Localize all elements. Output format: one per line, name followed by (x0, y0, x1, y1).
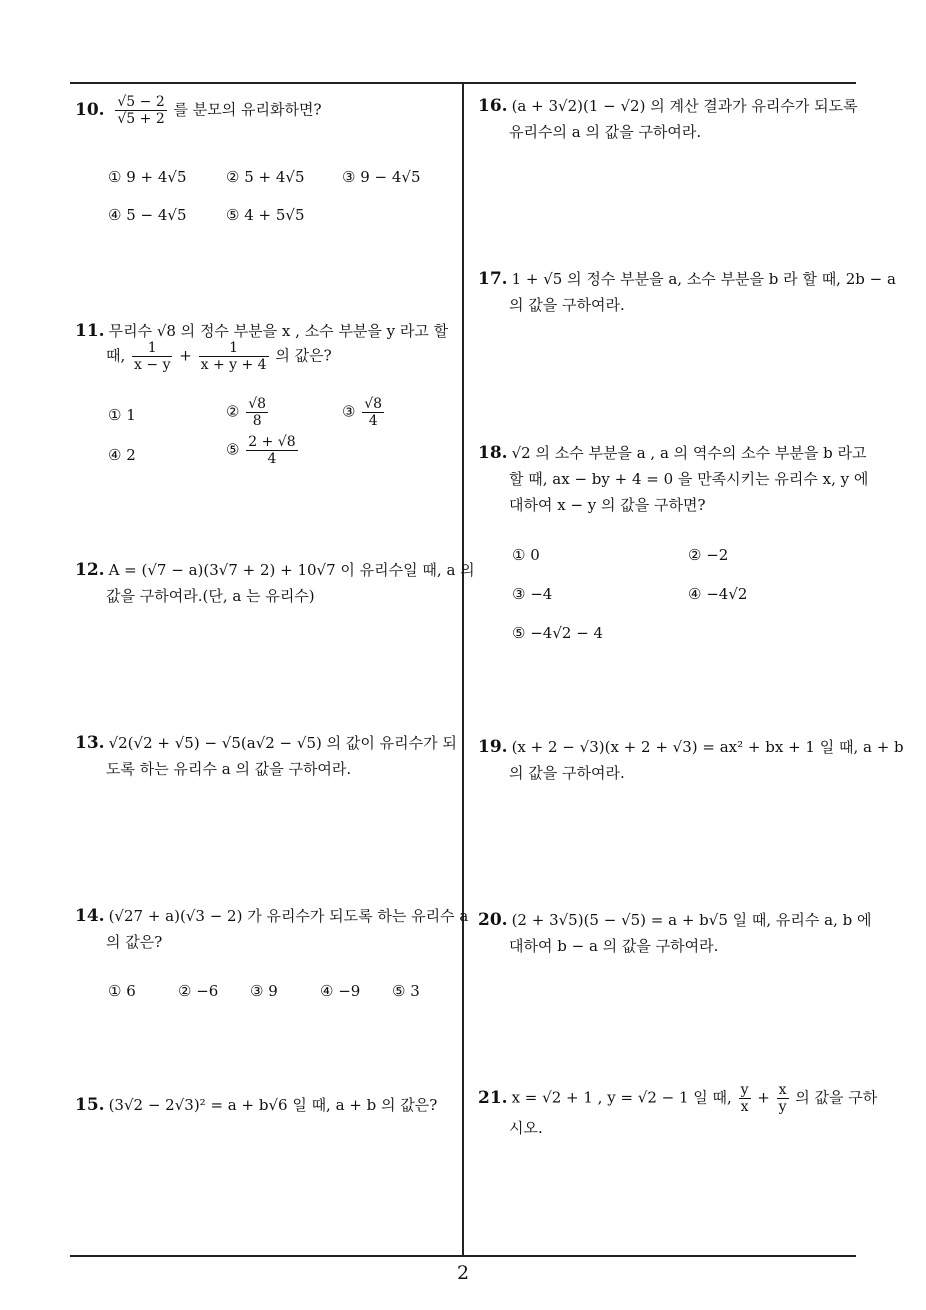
question-number: 13. (75, 733, 105, 753)
option: ⑤ $\frac{2 + √8}{4}$ (226, 434, 296, 467)
question-number: 14. (75, 906, 105, 926)
question-16: 16. (a + 3√2)(1 − √2) 의 계산 결과가 유리수가 되도록 유리수의 a 의 값을 구하여라. (478, 96, 858, 141)
column-divider (462, 82, 464, 1257)
option: ③ −4 (512, 585, 553, 603)
question-text: 를 분모의 유리화하면? (168, 100, 322, 119)
bottom-rule (70, 1255, 856, 1257)
option: ④ 5 − 4√5 (108, 206, 187, 224)
option: ⑤ 3 (392, 982, 420, 1000)
question-19: 19. (x + 2 − √3)(x + 2 + √3) = ax² + bx + 1 일 때, a + b 의 값을 구하여라. (478, 737, 904, 782)
question-14: 14. (√27 + a)(√3 − 2) 가 유리수가 되도록 하는 유리수 a 의 값은? (75, 906, 469, 951)
option: ③ 9 (250, 982, 278, 1000)
question-number: 17. (478, 269, 508, 289)
question-10 (75, 94, 322, 127)
question-text: 무리수 √8 의 정수 부분을 x , 소수 부분을 y 라고 할 (108, 322, 449, 340)
question-number: 16. (478, 96, 508, 116)
option: ② $\frac{√8}{8}$ (226, 396, 267, 429)
option: ④ −4√2 (688, 585, 748, 603)
fraction: $\frac{√5 - 2}{√5 + 2}$ (117, 94, 165, 127)
question-number: 11. (75, 321, 105, 341)
option: ③ $\frac{√8}{4}$ (342, 396, 383, 429)
question-number: 15. (75, 1095, 105, 1115)
option: ② 5 + 4√5 (226, 168, 305, 186)
question-number: 21. (478, 1087, 508, 1108)
option: ④ −9 (320, 982, 361, 1000)
question-21: 21. x = √2 + 1 , y = √2 − 1 일 때, $\frac{y}{x}$ + $\frac{x}{y}$ 의 값을 구하 시오. (478, 1082, 878, 1137)
question-17: 17. 1 + √5 의 정수 부분을 a, 소수 부분을 b 라 할 때, 2b − a 의 값을 구하여라. (478, 269, 896, 314)
fraction: $\frac{1}{x - y}$ (134, 340, 171, 373)
option: ① 1 (108, 406, 136, 424)
question-number: 12. (75, 560, 105, 580)
question-18: 18. √2 의 소수 부분을 a , a 의 역수의 소수 부분을 b 라고 할 때, ax − by + 4 = 0 을 만족시키는 유리수 x, y 에 대하여 x − y 의 값을 구하면? (478, 443, 869, 514)
question-13: 13. √2(√2 + √5) − √5(a√2 − √5) 의 값이 유리수가 되 도록 하는 유리수 a 의 값을 구하여라. (75, 733, 457, 778)
question-20: 20. (2 + 3√5)(5 − √5) = a + b√5 일 때, 유리수 a, b 에 대하여 b − a 의 값을 구하여라. (478, 910, 872, 955)
question-11-line2: 때, $\frac{1}{x - y}$ + $\frac{1}{x + y + 4}$ 의 값은? (106, 340, 332, 373)
option: ② −2 (688, 546, 729, 564)
option: ① 0 (512, 546, 540, 564)
page-number: 2 (456, 1262, 470, 1284)
option: ② −6 (178, 982, 219, 1000)
option: ① 9 + 4√5 (108, 168, 187, 186)
question-15: 15. (3√2 − 2√3)² = a + b√6 일 때, a + b 의 값은? (75, 1095, 438, 1115)
option: ⑤ −4√2 − 4 (512, 624, 604, 642)
question-number: 18. (478, 443, 508, 463)
option: ① 6 (108, 982, 136, 1000)
question-12: 12. A = (√7 − a)(3√7 + 2) + 10√7 이 유리수일 때, a 의 값을 구하여라.(단, a 는 유리수) (75, 560, 475, 605)
fraction: $\frac{x}{y}$ (778, 1082, 787, 1115)
question-number: 10. (75, 99, 105, 120)
fraction: $\frac{1}{x + y + 4}$ (200, 340, 267, 373)
option: ⑤ 4 + 5√5 (226, 206, 305, 224)
question-number: 20. (478, 910, 508, 930)
option: ④ 2 (108, 446, 136, 464)
fraction: $\frac{y}{x}$ (740, 1082, 749, 1115)
option: ③ 9 − 4√5 (342, 168, 421, 186)
question-number: 19. (478, 737, 508, 757)
